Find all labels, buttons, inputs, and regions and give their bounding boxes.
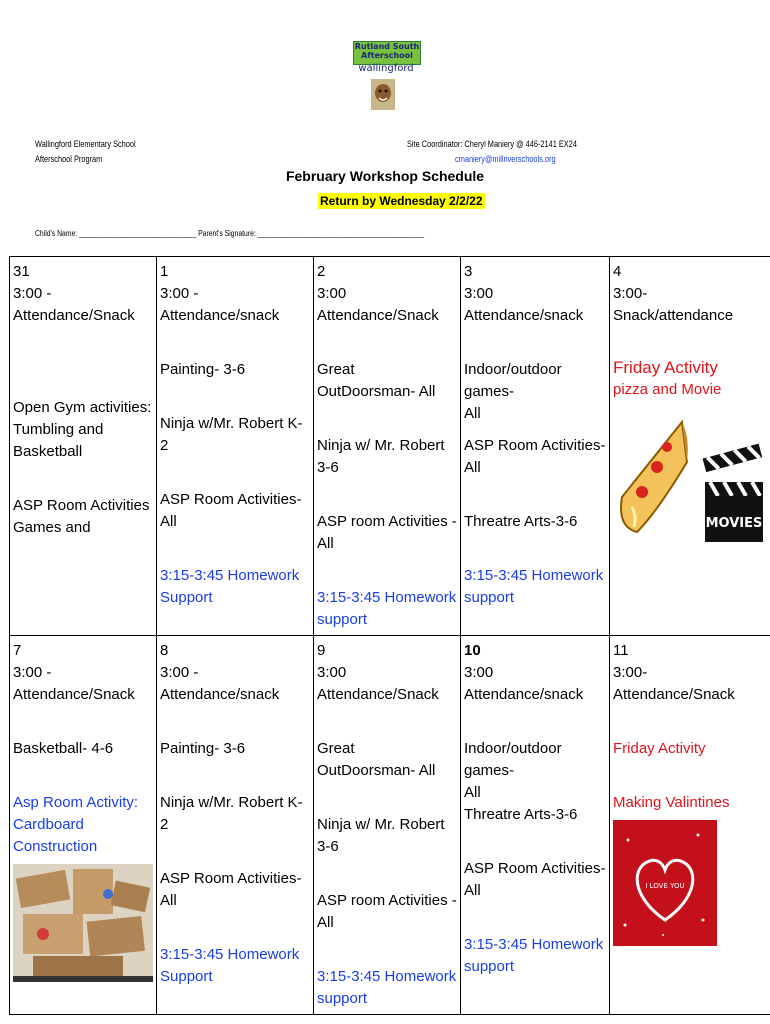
- activity: ASP Room Activities- All: [160, 870, 302, 909]
- movie-clapboard-image: [700, 437, 768, 547]
- activity: Games and: [13, 519, 91, 536]
- attendance-time: 3:00 - Attendance/snack: [160, 664, 280, 703]
- schedule-table: [9, 256, 770, 1015]
- homework-support: 3:15-3:45 Homework: [160, 567, 300, 584]
- activity: Ninja w/ Mr. Robert 3-6: [317, 816, 445, 855]
- day-cell: [314, 636, 461, 1015]
- activity: Great OutDoorsman- All: [317, 361, 436, 400]
- week-row: [10, 257, 770, 636]
- activity: All: [464, 784, 481, 801]
- day-number: 3: [464, 263, 473, 280]
- activity: Ninja w/Mr. Robert K-2: [160, 794, 303, 833]
- day-cell: [461, 257, 610, 636]
- friday-activity: Friday Activity: [613, 740, 706, 757]
- day-cell: [610, 636, 770, 1015]
- homework-support: 3:15-3:45 Homework: [317, 589, 457, 606]
- activity: Threatre Arts-3-6: [464, 513, 578, 530]
- activity: ASP room Activities - All: [317, 892, 457, 931]
- heart-text: I LOVE YOU: [645, 882, 685, 890]
- school-name: Wallingford Elementary School: [35, 139, 136, 149]
- movies-label: MOVIES: [705, 516, 763, 531]
- program-logo: [353, 41, 421, 65]
- activity: Indoor/outdoor games-: [464, 361, 562, 400]
- program-name: Afterschool Program: [35, 154, 103, 164]
- logo-line-3: wallingford: [358, 63, 414, 74]
- valentine-heart-image: [613, 820, 717, 946]
- activity: Open Gym activities:: [13, 399, 152, 416]
- cardboard-construction-image: [13, 864, 153, 982]
- homework-support: Support: [160, 589, 213, 606]
- signature-line[interactable]: Child's Name: _______________________________ Parent's Signature: ____________________________________________: [35, 229, 425, 238]
- day-number: 1: [160, 263, 169, 280]
- day-number: 2: [317, 263, 326, 280]
- activity: Basketball: [13, 443, 83, 460]
- attendance-time: 3:00 Attendance/Snack: [317, 285, 439, 324]
- activity: Basketball- 4-6: [13, 740, 114, 757]
- day-cell: [10, 257, 157, 636]
- logo-line-2: Afterschool: [361, 51, 413, 60]
- logo-line-1: Rutland South: [354, 42, 420, 51]
- activity: All: [464, 405, 481, 422]
- homework-support: 3:15-3:45 Homework: [464, 936, 604, 953]
- homework-support: Support: [160, 968, 213, 985]
- day-number: 9: [317, 642, 326, 659]
- activity: Painting- 3-6: [160, 361, 246, 378]
- day-cell: [10, 636, 157, 1015]
- homework-support: support: [317, 990, 368, 1007]
- mascot-image: [371, 79, 395, 110]
- activity: ASP room Activities - All: [317, 513, 457, 552]
- activity: Ninja w/ Mr. Robert 3-6: [317, 437, 445, 476]
- activity: ASP Room Activities- All: [464, 860, 606, 899]
- homework-support: 3:15-3:45 Homework: [160, 946, 300, 963]
- pizza-image: [612, 417, 692, 537]
- attendance-time: 3:00 - Attendance/snack: [160, 285, 280, 324]
- attendance-time: 3:00- Snack/attendance: [613, 285, 734, 324]
- activity-highlight: Asp Room Activity:: [13, 794, 139, 811]
- activity: Great OutDoorsman- All: [317, 740, 436, 779]
- homework-support: 3:15-3:45 Homework: [464, 567, 604, 584]
- activity: Painting- 3-6: [160, 740, 246, 757]
- day-number: 7: [13, 642, 22, 659]
- day-cell: [610, 257, 770, 636]
- day-cell: [461, 636, 610, 1015]
- activity: ASP Room Activities- All: [160, 491, 302, 530]
- coordinator-email[interactable]: cmaniery@millriverschools.org: [455, 154, 556, 164]
- week-row: [10, 636, 770, 1015]
- homework-support: 3:15-3:45 Homework: [317, 968, 457, 985]
- homework-support: support: [464, 589, 515, 606]
- day-cell: [314, 257, 461, 636]
- activity: Threatre Arts-3-6: [464, 806, 578, 823]
- friday-activity: Friday Activity: [613, 358, 718, 377]
- attendance-time: 3:00-Attendance/Snack: [613, 664, 735, 703]
- friday-activity-detail: pizza and Movie: [613, 381, 722, 398]
- attendance-time: 3:00 - Attendance/Snack: [13, 285, 135, 324]
- day-number: 8: [160, 642, 169, 659]
- homework-support: support: [464, 958, 515, 975]
- day-number: 4: [613, 263, 622, 280]
- day-number: 11: [613, 642, 629, 659]
- attendance-time: 3:00 Attendance/snack: [464, 664, 584, 703]
- attendance-time: 3:00 - Attendance/Snack: [13, 664, 135, 703]
- return-deadline: Return by Wednesday 2/2/22: [320, 194, 483, 208]
- activity: ASP Room Activities- All: [464, 437, 606, 476]
- activity: Ninja w/Mr. Robert K-2: [160, 415, 303, 454]
- site-coordinator: Site Coordinator: Cheryl Maniery @ 446-2141 EX24: [407, 139, 577, 149]
- attendance-time: 3:00 Attendance/Snack: [317, 664, 439, 703]
- activity: ASP Room Activities: [13, 497, 150, 514]
- activity-highlight: Cardboard Construction: [13, 816, 98, 855]
- activity: Indoor/outdoor games-: [464, 740, 562, 779]
- day-number: 10: [464, 642, 481, 659]
- day-cell: [157, 257, 314, 636]
- day-number: 31: [13, 263, 30, 280]
- page-title: February Workshop Schedule: [285, 168, 485, 184]
- friday-activity-detail: Making Valintines: [613, 794, 730, 811]
- activity: Tumbling and: [13, 421, 104, 438]
- attendance-time: 3:00 Attendance/snack: [464, 285, 584, 324]
- day-cell: [157, 636, 314, 1015]
- homework-support: support: [317, 611, 368, 628]
